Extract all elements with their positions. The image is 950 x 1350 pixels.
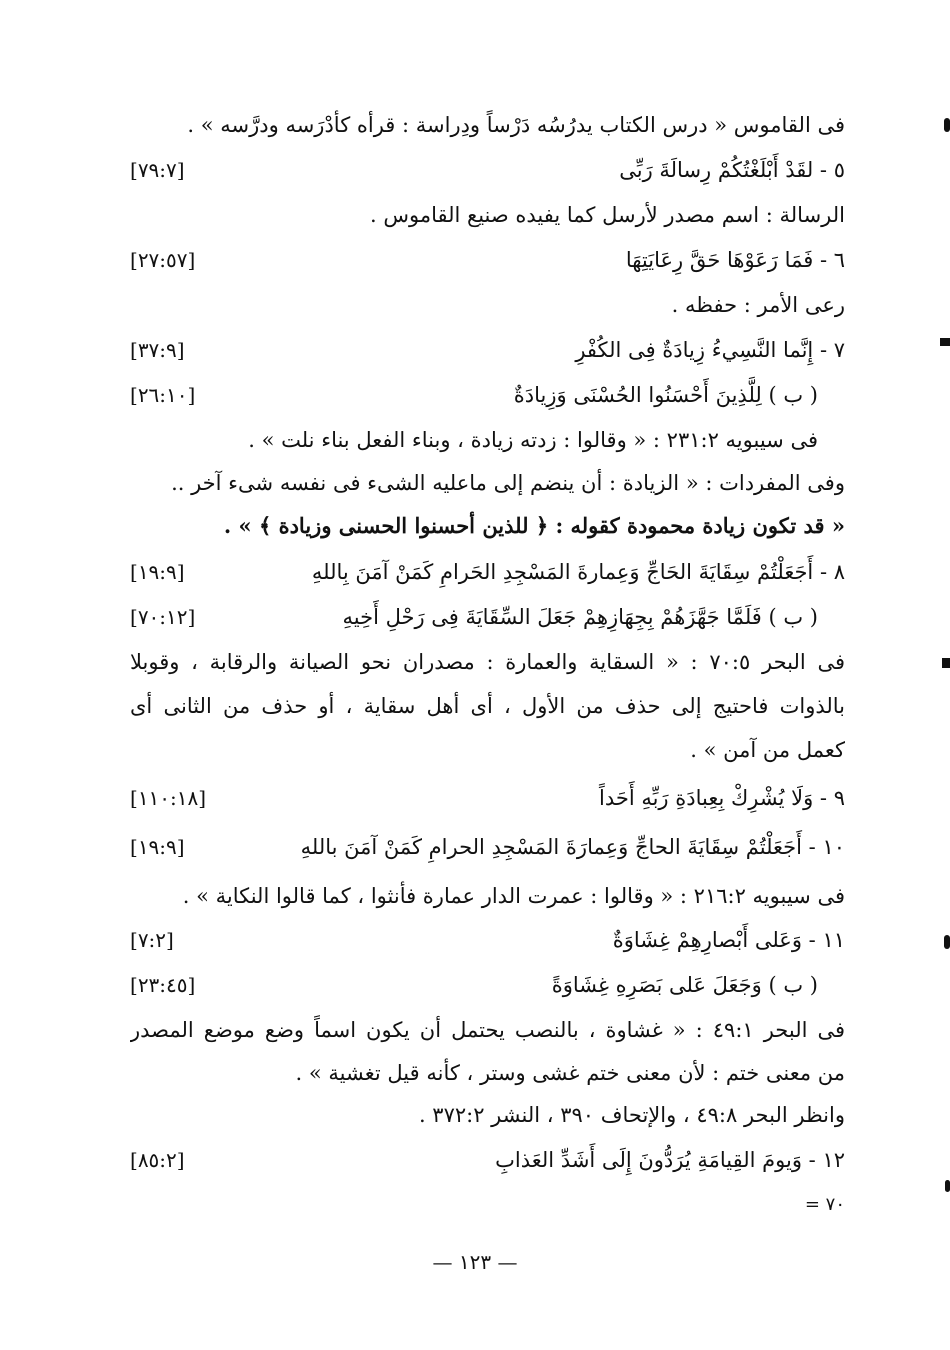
verse-line: ( ب ) فَلَمَّا جَهَّزَهُمْ بِجِهَازِهِمْ جَعَلَ السِّقَايَةَ فِى رَحْلِ أَخِيهِ [342,605,818,629]
text-line: وفى المفردات : « الزيادة : أن ينضم إلى ماعليه الشىء فى نفسه شىء آخر .. [171,471,845,495]
text-line: رعى الأمر : حفظه . [671,293,845,317]
text-line: فى سيبويه ٢٣١:٢ : « وقالوا : زدته زيادة ، وبناء الفعل بناء نلت » . [248,428,818,452]
verse-line: ( ب ) لِلَّذِينَ أَحْسَنُوا الحُسْنَى وَزِيادَةٌ [513,383,818,407]
verse-line: ١٢ - وَيومَ القِيامَةِ يُرَدُّونَ إِلَى أَشَدِّ العَذابِ [495,1148,845,1172]
text-line: فى القاموس « درس الكتاب يدرُسُه دَرْساً ودِراسة : قرأه كأدْرَسه ودرَّسه » . [187,113,845,137]
verse-line: ٧ - إِنَّما النَّسِيءُ زِيادَةٌ فِى الكُفْرِ [575,338,845,362]
scan-edge-mark [944,118,950,132]
text-line: « قد تكون زيادة محمودة كقوله : ﴿ للذين أحسنوا الحسنى وزيادة ﴾ » . [223,513,845,538]
verse-reference: [١١٠:١٨] [130,786,207,810]
footnote-marker: ٧٠ = [804,1194,845,1215]
verse-line: ٥ - لقَدْ أَبْلَغْتُكُمْ رِسالَةَ رَبِّى [619,158,845,182]
verse-reference: [٧٠:١٢] [130,605,196,629]
text-line: وانظر البحر ٤٩:٨ ، والإتحاف ٣٩٠ ، النشر ٣٧٢:٢ . [418,1103,845,1127]
verse-reference: [٢٧:٥٧] [130,248,196,272]
text-line: كعمل من آمن » . [690,738,845,762]
verse-reference: [١٩:٩] [130,560,185,584]
page-number: — ١٢٣ — [432,1250,518,1274]
scan-edge-mark [942,658,950,668]
verse-line: ١٠ - أَجَعَلْتُمْ سِقَايَةَ الحاجِّ وَعِمارَةَ المَسْجِدِ الحرامِ كَمَنْ آمَنَ باللهِ [300,835,845,859]
text-line: فى البحر ٧٠:٥ : « السقاية والعمارة : مصدران نحو الصيانة والرقابة ، وقوبلا [130,650,845,674]
verse-line: ٩ - وَلَا يُشْرِكْ بِعِبادَةِ رَبِّهِ أَحَداً [598,786,845,810]
verse-reference: [٧٩:٧] [130,158,185,182]
verse-reference: [٢٣:٤٥] [130,973,196,997]
verse-reference: [٧:٢] [130,928,174,952]
verse-reference: [٨٥:٢] [130,1148,185,1172]
verse-reference: [٢٦:١٠] [130,383,196,407]
scan-edge-mark [945,1180,950,1192]
text-line: فى سيبويه ٢١٦:٢ : « وقالوا : عمرت الدار عمارة فأنثوا ، كما قالوا النكاية » . [182,884,845,908]
verse-reference: [١٩:٩] [130,835,185,859]
text-line: فى البحر ٤٩:١ : « غشاوة ، بالنصب يحتمل أن يكون اسماً وضع موضع المصدر [130,1018,845,1042]
text-line: الرسالة : اسم مصدر لأرسل كما يفيده صنيع القاموس . [370,203,845,227]
verse-line: ١١ - وَعَلى أَبْصارِهِمْ غِشَاوَةٌ [612,928,845,952]
text-line: من معنى ختم : لأن معنى ختم غشى وستر ، كأنه قيل تغشية » . [295,1061,845,1085]
verse-reference: [٣٧:٩] [130,338,185,362]
verse-line: ( ب ) وَجَعَلَ عَلى بَصَرِهِ غِشَاوَةً [551,973,818,997]
verse-line: ٨ - أَجَعَلْتُمْ سِقَايَةَ الحَاجِّ وَعِمارةَ المَسْجِدِ الحَرامِ كَمَنْ آمَنَ بِاللهِ [311,560,845,584]
text-line: بالذوات فاحتيج إلى حذف من الأول ، أى أهل سقاية ، أو حذف من الثانى أى [130,694,845,718]
scan-edge-mark [944,935,950,949]
verse-line: ٦ - فَمَا رَعَوْهَا حَقَّ رِعَايَتِهَا [625,248,845,272]
scan-edge-mark [940,338,950,346]
